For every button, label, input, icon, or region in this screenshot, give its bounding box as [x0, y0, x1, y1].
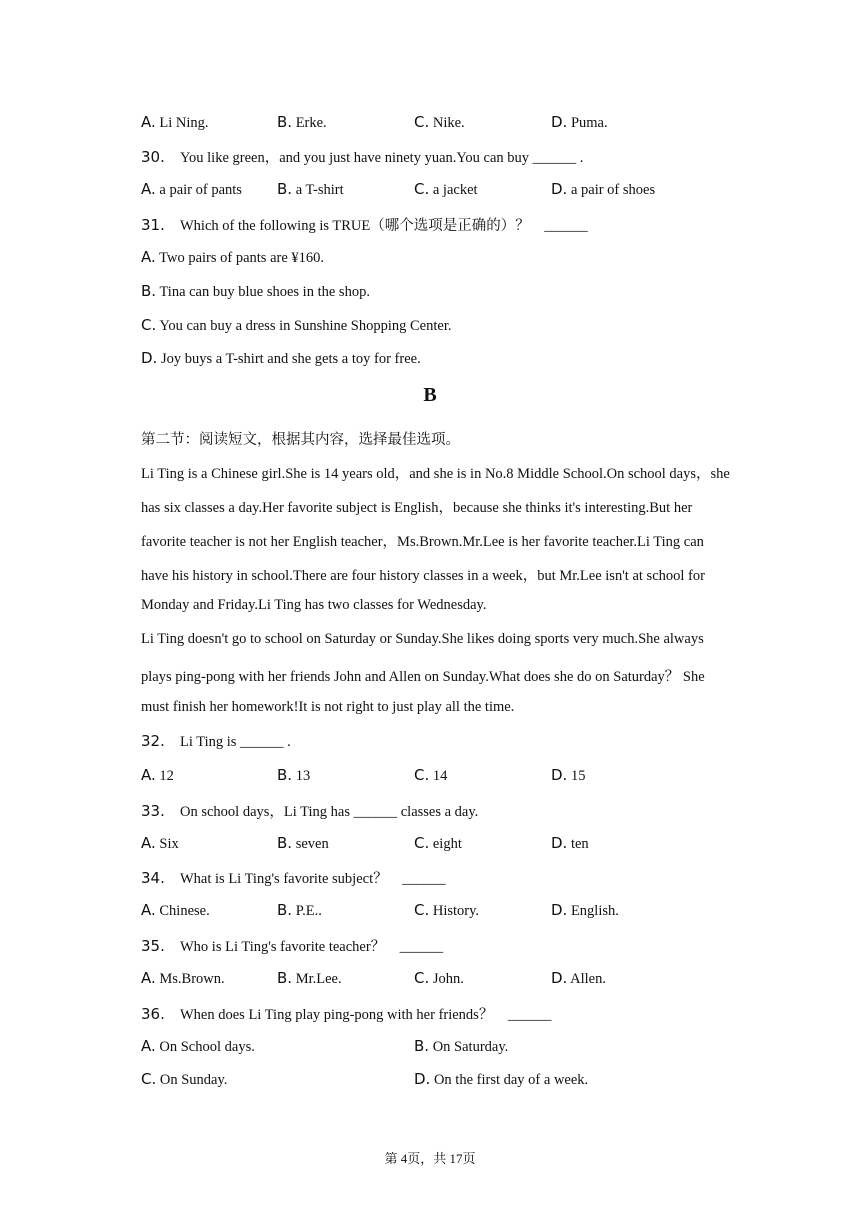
q29-option-a: A. Li Ning. — [141, 113, 209, 131]
q29-option-b: B. Erke. — [277, 113, 327, 131]
q32-option-c: C. 14 — [414, 766, 448, 784]
q32-option-a: A. 12 — [141, 766, 174, 784]
q34-option-b: B. P.E.. — [277, 901, 322, 919]
question-32: 32. Li Ting is ______ . — [141, 732, 291, 750]
q33-option-c: C. eight — [414, 834, 462, 852]
q36-option-a: A. On School days. — [141, 1037, 255, 1055]
q36-option-c: C. On Sunday. — [141, 1070, 228, 1088]
passage-line: plays ping-pong with her friends John and Allen on Sunday.What does she do on Saturday？ She — [141, 669, 705, 685]
passage-line: have his history in school.There are four history classes in a week，but Mr.Lee isn't at school for — [141, 568, 705, 584]
page-footer: 第 4页，共 17页 — [384, 1151, 476, 1166]
q30-option-b: B. a T-shirt — [277, 180, 344, 198]
passage-line: Li Ting doesn't go to school on Saturday or Sunday.She likes doing sports very much.She always — [141, 631, 704, 647]
q36-option-b: B. On Saturday. — [414, 1037, 509, 1055]
q30-option-a: A. a pair of pants — [141, 180, 242, 198]
question-35: 35. Who is Li Ting's favorite teacher？ ______ — [141, 937, 444, 955]
q35-option-d: D. Allen. — [551, 969, 606, 987]
passage-line: must finish her homework!It is not right to just play all the time. — [141, 699, 515, 715]
q30-option-c: C. a jacket — [414, 180, 478, 198]
q34-option-a: A. Chinese. — [141, 901, 210, 919]
q35-option-a: A. Ms.Brown. — [141, 969, 225, 987]
question-34: 34. What is Li Ting's favorite subject？ ______ — [141, 869, 446, 887]
section-title: B — [423, 384, 437, 406]
q32-option-d: D. 15 — [551, 766, 586, 784]
question-30: 30. You like green，and you just have ninety yuan.You can buy ______ . — [141, 148, 584, 166]
q30-option-d: D. a pair of shoes — [551, 180, 656, 198]
q36-option-d: D. On the first day of a week. — [414, 1070, 589, 1088]
q31-option-b: B. Tina can buy blue shoes in the shop. — [141, 282, 370, 300]
q33-option-b: B. seven — [277, 834, 329, 852]
passage-line: Li Ting is a Chinese girl.She is 14 years old，and she is in No.8 Middle School.On school days，she — [141, 466, 730, 482]
q31-option-a: A. Two pairs of pants are ¥160. — [141, 248, 325, 266]
q33-option-a: A. Six — [141, 834, 179, 852]
passage-line: Monday and Friday.Li Ting has two classes for Wednesday. — [141, 597, 487, 613]
q34-option-d: D. English. — [551, 901, 619, 919]
q35-option-c: C. John. — [414, 969, 464, 987]
passage-line: favorite teacher is not her English teacher，Ms.Brown.Mr.Lee is her favorite teacher.Li Ting can — [141, 534, 704, 550]
q34-option-c: C. History. — [414, 901, 480, 919]
q29-option-c: C. Nike. — [414, 113, 465, 131]
question-36: 36. When does Li Ting play ping-pong with her friends？ ______ — [141, 1005, 552, 1023]
question-33: 33. On school days，Li Ting has ______ classes a day. — [141, 802, 479, 820]
question-31: 31. Which of the following is TRUE（哪个选项是正确的）？ ______ — [141, 216, 588, 234]
q31-option-d: D. Joy buys a T-shirt and she gets a toy for free. — [141, 349, 421, 367]
q35-option-b: B. Mr.Lee. — [277, 969, 342, 987]
passage-line: has six classes a day.Her favorite subject is English，because she thinks it's interesting.But her — [141, 500, 693, 516]
q29-option-d: D. Puma. — [551, 113, 608, 131]
q33-option-d: D. ten — [551, 834, 589, 852]
section-instruction: 第二节：阅读短文，根据其内容，选择最佳选项。 — [141, 432, 460, 448]
q32-option-b: B. 13 — [277, 766, 311, 784]
q31-option-c: C. You can buy a dress in Sunshine Shopping Center. — [141, 316, 452, 334]
